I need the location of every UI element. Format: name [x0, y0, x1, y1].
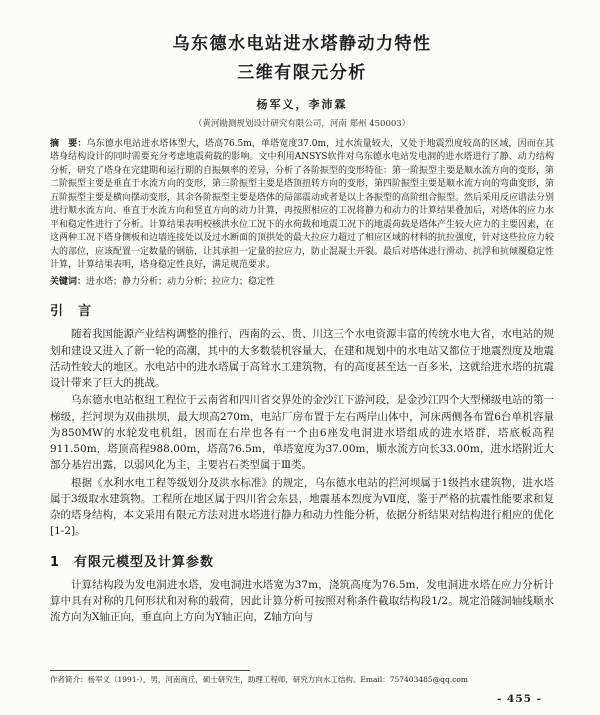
- title-line-2: 三维有限元分析: [237, 62, 367, 83]
- authors: 杨军义，李沛霖: [256, 97, 348, 111]
- abstract-label: 摘 要：: [50, 138, 87, 149]
- page-number: - 455 -: [497, 693, 542, 705]
- author-bio-footnote: 作者简介：杨军义（1991-），男，河南商丘，硕士研究生，助理工程师，研究方向水工结构。Email：757403485@qq.com: [50, 667, 554, 685]
- abstract-text: 乌东德水电站进水塔体型大，塔高76.5m，单塔宽度37.0m，过水流量较大，又处于地震烈度较高的区域，因而在其塔身结构设计的同时需要充分考虑地震荷载的影响。文中利用ANSYS软件对乌东德水电站发电洞的进水塔进行了静、动力结构分析，研究了塔身在完建期和运行期的自振频率的差异，分析了各阶振型的变形特征：第一阶振型主要是顺水流方向的变形，第二阶振型主要是垂直于水流方向的变形，第三阶振型主要是塔顶扭转方向的变形，第四阶振型主要是顺水流方向的弯曲变形，第五阶振型主要是横向摆动变形，其余各阶振型主要是塔体的局部震动或者是以上各振型的高阶组合振型。然后采用反应谱法分别进行顺水流方向、垂直于水流方向和竖直方向的动力计算，再按照相应的工况将静力和动力的计算结果叠加后，对塔体的应力水平和稳定性进行了分析。计算结果表明校核洪水位工况下的水荷载和地震工况下的地震荷载是塔体产生较大应力的主要因素，在这两种工况下塔身侧板和边墙连接处以及过水断面的顶拱处的最大拉应力超过了相应区域的材料的抗拉强度，针对这些拉应力较大的部位，应该配置一定数量的钢筋，让其承担一定量的拉应力，防止混凝土开裂。最后对塔体进行滑动、抗浮和抗倾覆稳定性计算，计算结果表明，塔身稳定性良好，满足规范要求。: [50, 138, 555, 271]
- keywords: [50, 276, 554, 290]
- section-heading-fem-model: 1 有限元模型及计算参数: [50, 554, 215, 570]
- intro-paragraph-2: 乌东德水电站枢纽工程位于云南省和四川省交界处的金沙江下游河段，是金沙江四个大型梯级电站的第一梯级，拦河坝为双曲拱坝，最大坝高270m，电站厂房布置于左右两岸山体中，河床两侧各布置6台单机容量为850MW的水轮发电机组，因而在右岸也各有一个由6座发电洞进水塔组成的进水塔群，塔底板高程911.50m，塔顶高程988.00m，塔高76.5m，单塔宽度为37.00m，顺水流方向长33.00m，进水塔附近大部分基岩出露，以弱风化为主，主要岩石类型属于Ⅲ类。: [50, 394, 554, 472]
- abstract: [50, 138, 554, 273]
- fem-model-paragraph-1: 计算结构段为发电洞进水塔，发电洞进水塔宽为37m，浇筑高度为76.5m，发电洞进水塔在应力分析计算中具有对称的几何形状和对称的载荷，因此计算分析可按照对称条件截取结构段1/2。规定沿隧洞轴线顺水流方向为X轴正向，垂直向上方向为Y轴正向，Z轴方向与: [50, 578, 554, 624]
- keywords-label: 关键词：: [50, 276, 87, 287]
- intro-paragraph-3: 根据《水利水电工程等级划分及洪水标准》的规定，乌东德水电站的拦河坝属于1级挡水建筑物，进水塔属于3级取水建筑物。工程所在地区属于四川省会东县，地震基本烈度为Ⅶ度，鉴于严格的抗震性能要求和复杂的塔身结构，本文采用有限元方法对进水塔进行静力和动力性能分析，依据分析结果对结构进行相应的优化[1-2]。: [50, 476, 554, 538]
- page-title: [50, 30, 554, 88]
- keywords-text: 进水塔；静力分析；动力分析；拉应力；稳定性: [86, 276, 276, 287]
- intro-paragraph-1: 随着我国能源产业结构调整的推行，西南的云、贵、川这三个水电资源丰富的传统水电大省，水电站的规划和建设又进入了新一轮的高潮，其中的大多数装机容量大，在建和规划中的水电站又都位于地震烈度及地震活动性较大的地区。水电站中的进水塔属于高耸水工建筑物，有的高度甚至达一百多米，这就给进水塔的抗震设计带来了巨大的挑战。: [50, 328, 554, 390]
- affiliation: （黄河勘测规划设计研究有限公司，河南 郑州 450003）: [193, 118, 411, 129]
- title-line-1: 乌东德水电站进水塔静动力特性: [172, 34, 432, 54]
- section-heading-introduction: 引 言: [50, 304, 93, 320]
